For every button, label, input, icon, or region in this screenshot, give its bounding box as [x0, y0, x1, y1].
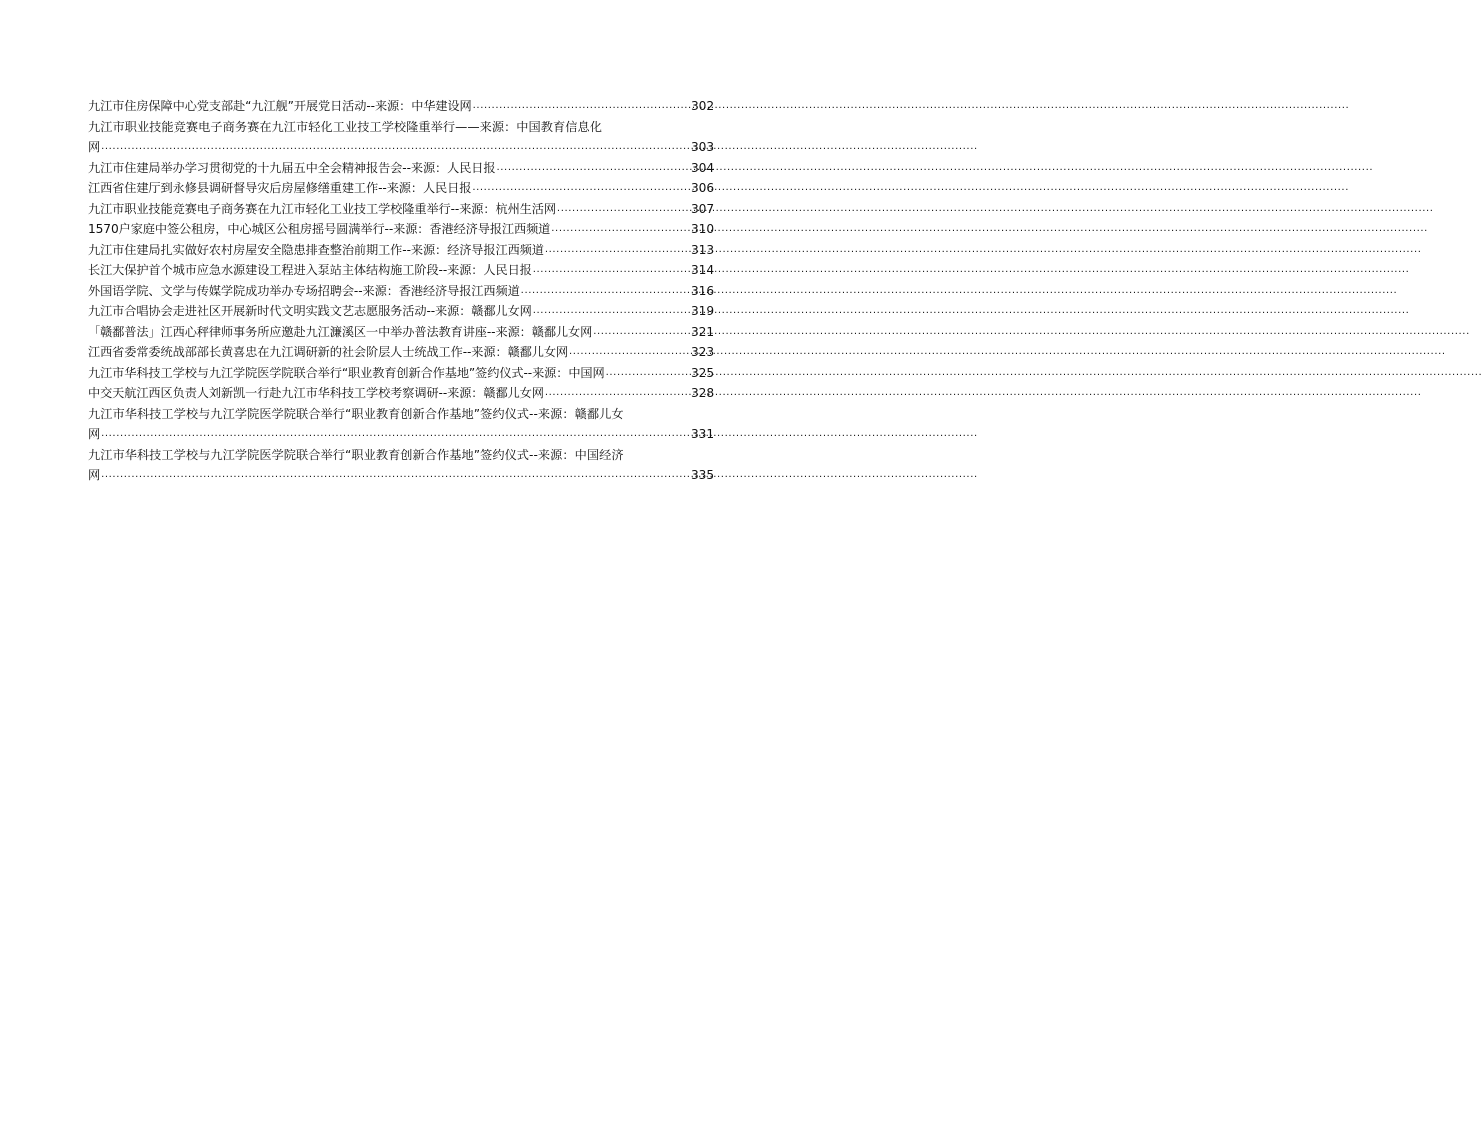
toc-entry-page: 331	[691, 427, 714, 441]
toc-entry[interactable]	[88, 199, 714, 220]
toc-entry-title: 1570户家庭中签公租房，中心城区公租房摇号圆满举行--来源：香港经济导报江西频道	[88, 222, 551, 236]
toc-entry-title: 九江市住房保障中心党支部赴“九江舰”开展党日活动--来源：中华建设网	[88, 99, 472, 113]
toc-entry-page: 310	[691, 222, 714, 236]
toc-entry[interactable]	[88, 322, 714, 343]
toc-entry-title: 江西省委常委统战部部长黄喜忠在九江调研新的社会阶层人士统战工作--来源：赣鄱儿女网	[88, 345, 569, 359]
dot-leader	[532, 260, 691, 281]
toc-entry-title: 九江市住建局扎实做好农村房屋安全隐患排查整治前期工作--来源：经济导报江西频道	[88, 242, 544, 257]
toc-entry-title: 「赣鄱普法」江西心秤律师事务所应邀赴九江濂溪区一中举办普法教育讲座--来源：赣鄱儿女网	[88, 324, 593, 339]
toc-entry-title: 九江市华科技工学校与九江学院医学院联合举行“职业教育创新合作基地”签约仪式--来源：赣鄱儿女	[88, 406, 624, 421]
toc-entry[interactable]	[88, 240, 714, 261]
toc-entry-page: 306	[691, 181, 714, 195]
toc-entry-page: 335	[691, 468, 714, 482]
toc-entry[interactable]	[88, 363, 714, 384]
dot-leader	[592, 322, 691, 343]
toc-entry-page: 321	[691, 324, 714, 339]
dot-leader	[550, 219, 691, 240]
dot-leader	[544, 240, 691, 261]
toc-entry-page: 303	[691, 140, 714, 154]
dot-leader	[532, 301, 691, 322]
dot-leader	[568, 342, 691, 363]
toc-entry-title: 九江市华科技工学校与九江学院医学院联合举行“职业教育创新合作基地”签约仪式--来源：中国网	[88, 365, 605, 380]
toc-entry-page: 323	[691, 345, 714, 359]
toc-entry[interactable]	[88, 445, 714, 486]
toc-entry-title: 外国语学院、文学与传媒学院成功举办专场招聘会--来源：香港经济导报江西频道	[88, 283, 520, 298]
toc-entry[interactable]	[88, 96, 714, 117]
dot-leader	[472, 96, 691, 117]
toc-entry[interactable]	[88, 281, 714, 302]
toc-entry-title: 九江市住建局举办学习贯彻党的十九届五中全会精神报告会--来源：人民日报	[88, 160, 496, 175]
toc-entry-page: 313	[691, 242, 714, 257]
toc-entry-page: 328	[691, 386, 714, 400]
toc-entry[interactable]	[88, 301, 714, 322]
toc-entry-title: 九江市职业技能竞赛电子商务赛在九江市轻化工业技工学校隆重举行--来源：杭州生活网	[88, 201, 556, 216]
toc-entry-page: 319	[691, 304, 714, 318]
toc-entry[interactable]	[88, 178, 714, 199]
toc-entry-title: 江西省住建厅到永修县调研督导灾后房屋修缮重建工作--来源：人民日报	[88, 181, 472, 195]
toc-entry-page: 307	[691, 201, 714, 216]
dot-leader	[520, 281, 691, 302]
toc-entry-title: 九江市职业技能竞赛电子商务赛在九江市轻化工业技工学校隆重举行——来源：中国教育信息化	[88, 119, 602, 134]
toc-entry[interactable]	[88, 383, 714, 404]
toc-entry[interactable]	[88, 158, 714, 179]
toc-entry[interactable]	[88, 219, 714, 240]
toc-entry[interactable]	[88, 404, 714, 445]
toc-entry[interactable]	[88, 342, 714, 363]
toc-entry-title: 九江市华科技工学校与九江学院医学院联合举行“职业教育创新合作基地”签约仪式--来源：中国经济	[88, 447, 624, 462]
dot-leader	[100, 424, 691, 445]
table-of-contents	[88, 96, 714, 486]
toc-entry-title-continued: 网	[88, 468, 101, 482]
dot-leader	[544, 383, 691, 404]
toc-entry-page: 304	[691, 160, 714, 175]
dot-leader	[605, 363, 691, 384]
dot-leader	[100, 465, 691, 486]
toc-entry[interactable]	[88, 260, 714, 281]
toc-entry-title: 长江大保护首个城市应急水源建设工程进入泵站主体结构施工阶段--来源：人民日报	[88, 263, 532, 277]
toc-entry-title: 中交天航江西区负责人刘新凯一行赴九江市华科技工学校考察调研--来源：赣鄱儿女网	[88, 386, 544, 400]
toc-entry[interactable]	[88, 117, 714, 158]
toc-entry-page: 316	[691, 283, 714, 298]
toc-entry-page: 314	[691, 263, 714, 277]
toc-entry-title: 九江市合唱协会走进社区开展新时代文明实践文艺志愿服务活动--来源：赣鄱儿女网	[88, 304, 532, 318]
toc-entry-title-continued: 网	[88, 427, 101, 441]
toc-entry-page: 325	[691, 365, 714, 380]
toc-entry-title-continued: 网	[88, 140, 101, 154]
dot-leader	[100, 137, 691, 158]
dot-leader	[471, 178, 691, 199]
dot-leader	[495, 158, 691, 179]
toc-entry-page: 302	[691, 99, 714, 113]
dot-leader	[556, 199, 691, 220]
